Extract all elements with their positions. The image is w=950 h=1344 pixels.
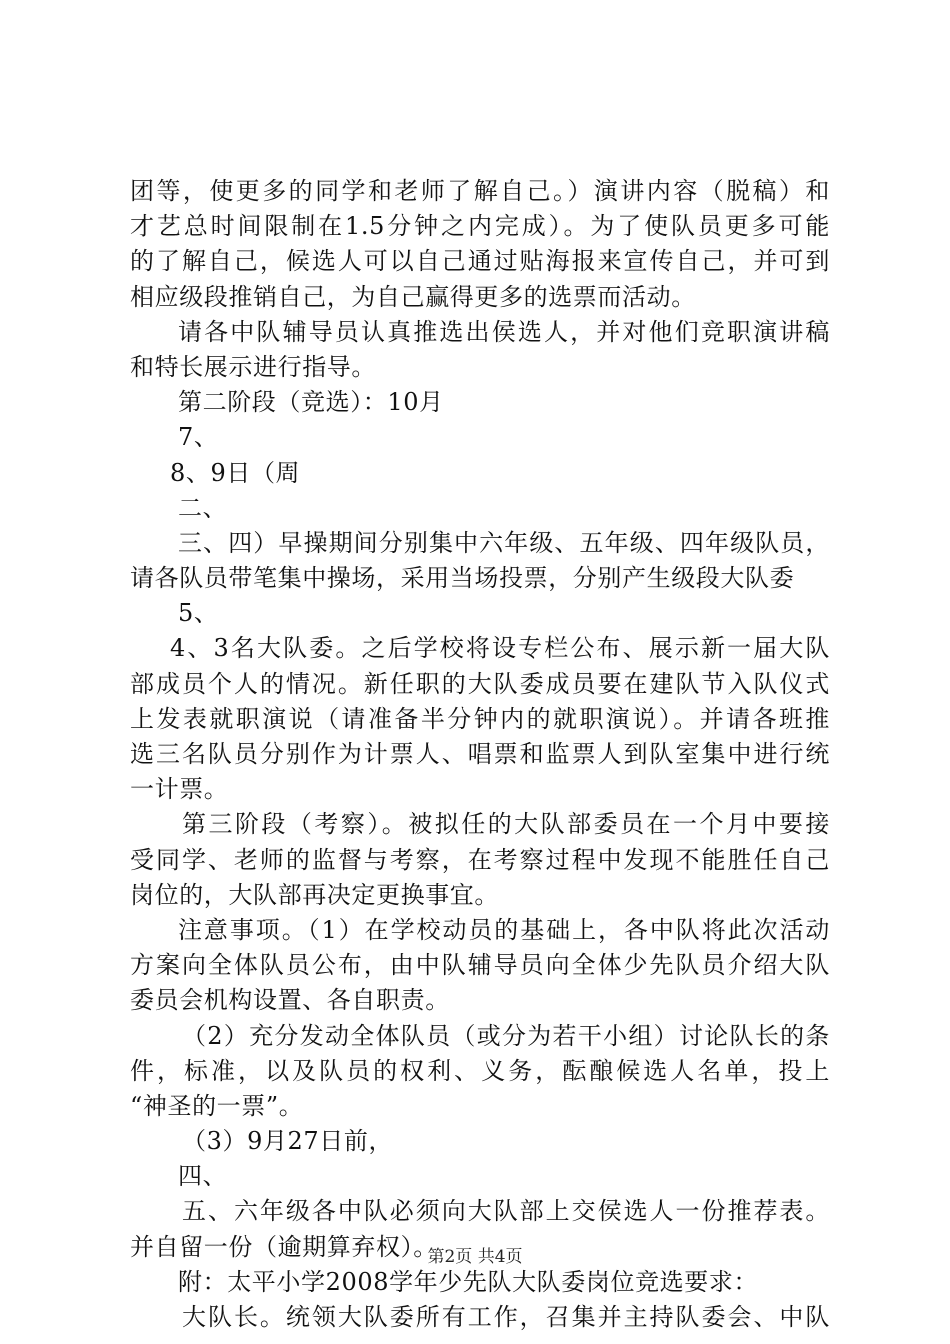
text-line: 受同学、老师的监督与考察，在考察过程中发现不能胜任自己	[130, 845, 830, 874]
text-line: 的了解自己，候选人可以自己通过贴海报来宣传自己，并可到	[130, 247, 830, 276]
text-line: 四、	[178, 1162, 228, 1191]
text-line: 第二阶段（竞选）：10月	[178, 388, 444, 417]
text-line: 相应级段推销自己，为自己赢得更多的选票而活动。	[130, 282, 696, 311]
text-line: 请各中队辅导员认真推选出侯选人，并对他们竞职演讲稿	[178, 317, 830, 346]
text-line: 五、六年级各中队必须向大队部上交侯选人一份推荐表。	[182, 1197, 830, 1226]
text-line: 方案向全体队员公布，由中队辅导员向全体少先队员介绍大队	[130, 951, 830, 980]
document-body	[130, 174, 830, 1335]
text-line: 上发表就职演说（请准备半分钟内的就职演说）。并请各班推	[130, 704, 830, 733]
text-line: 和特长展示进行指导。	[130, 352, 376, 381]
text-line: 注意事项。（1）在学校动员的基础上，各中队将此次活动	[178, 915, 830, 944]
text-line: 5、	[178, 599, 219, 628]
text-line: （2）充分发动全体队员（或分为若干小组）讨论队长的条	[182, 1021, 830, 1050]
text-line: 三、四）早操期间分别集中六年级、五年级、四年级队员，	[178, 528, 830, 557]
text-line: 第三阶段（考察）。被拟任的大队部委员在一个月中要接	[182, 810, 830, 839]
text-line: 8、9日（周	[170, 458, 301, 487]
text-line: 部成员个人的情况。新任职的大队委成员要在建队节入队仪式	[130, 669, 830, 698]
text-line: 请各队员带笔集中操场，采用当场投票，分别产生级段大队委	[130, 564, 795, 593]
text-line: 委员会机构设置、各自职责。	[130, 986, 450, 1015]
text-line: 才艺总时间限制在1.5分钟之内完成）。为了使队员更多可能	[130, 212, 830, 241]
text-line: 件，标准，以及队员的权利、义务，酝酿候选人名单，投上	[130, 1056, 830, 1085]
page-number-footer: 第2页 共4页	[427, 1247, 523, 1267]
text-line: 并自留一份（逾期算弃权）。	[130, 1232, 438, 1261]
text-line: 7、	[178, 423, 219, 452]
text-line: 岗位的，大队部再决定更换事宜。	[130, 880, 499, 909]
text-line: （3）9月27日前，	[182, 1127, 394, 1156]
text-line: 二、	[178, 493, 228, 522]
text-line: 团等，使更多的同学和老师了解自己。）演讲内容（脱稿）和	[130, 177, 830, 205]
text-line: 一计票。	[130, 775, 229, 804]
text-line: 4、3名大队委。之后学校将设专栏公布、展示新一届大队	[170, 634, 830, 663]
text-line: 选三名队员分别作为计票人、唱票和监票人到队室集中进行统	[130, 740, 830, 768]
text-line: 大队长。统领大队委所有工作，召集并主持队委会、中队	[182, 1303, 830, 1331]
text-line: “神圣的一票”。	[130, 1091, 304, 1120]
text-line: 附：太平小学2008学年少先队大队委岗位竞选要求：	[178, 1267, 759, 1296]
